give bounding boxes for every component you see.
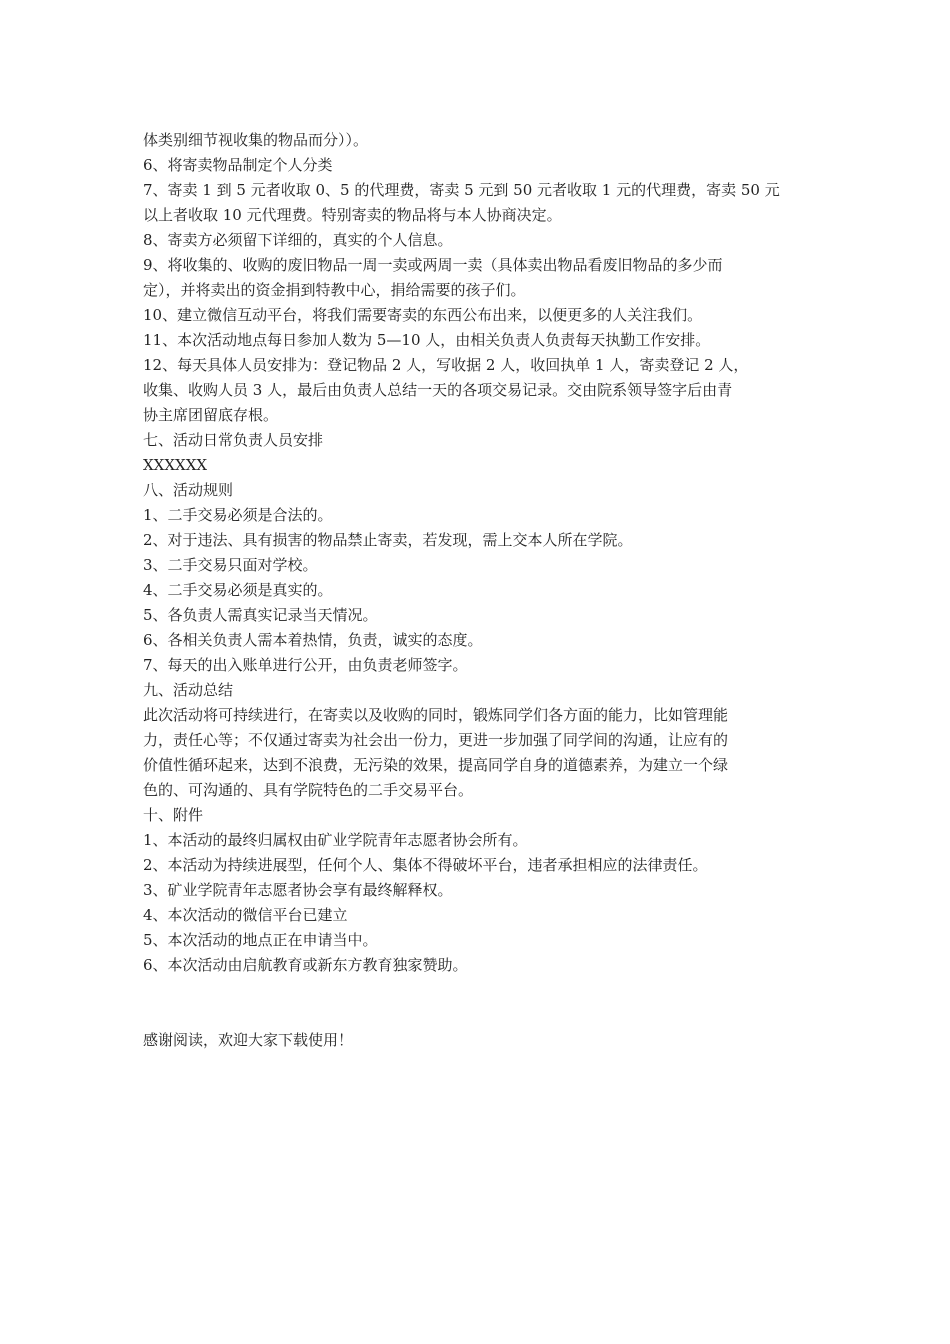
spacer <box>143 978 808 1028</box>
text-line: XXXXXX <box>143 456 208 474</box>
text-line: 3、矿业学院青年志愿者协会享有最终解释权。 <box>143 881 453 899</box>
text-line: 7、每天的出入账单进行公开，由负责老师签字。 <box>143 656 468 674</box>
text-line: 5、各负责人需真实记录当天情况。 <box>143 606 378 624</box>
text-line: 力，责任心等；不仅通过寄卖为社会出一份力，更进一步加强了同学间的沟通，让应有的 <box>143 731 729 749</box>
text-line: 12、每天具体人员安排为：登记物品 2 人，写收据 2 人，收回执单 1 人，寄卖登记 2 人， <box>143 356 749 374</box>
text-line: 1、本活动的最终归属权由矿业学院青年志愿者协会所有。 <box>143 831 528 849</box>
text-line: 4、二手交易必须是真实的。 <box>143 581 333 599</box>
document-lines <box>143 128 808 978</box>
text-line: 7、寄卖 1 到 5 元者收取 0、5 的代理费，寄卖 5 元到 50 元者收取 1 元的代理费，寄卖 50 元 <box>143 181 780 199</box>
text-line: 1、二手交易必须是合法的。 <box>143 506 333 524</box>
text-line: 3、二手交易只面对学校。 <box>143 556 318 574</box>
text-line: 十、附件 <box>143 806 204 824</box>
text-line: 此次活动将可持续进行，在寄卖以及收购的同时，锻炼同学们各方面的能力，比如管理能 <box>143 706 729 724</box>
text-line: 4、本次活动的微信平台已建立 <box>143 906 348 924</box>
text-line: 协主席团留底存根。 <box>143 406 279 424</box>
text-line: 5、本次活动的地点正在申请当中。 <box>143 931 378 949</box>
text-line: 10、建立微信互动平台，将我们需要寄卖的东西公布出来，以便更多的人关注我们。 <box>143 306 703 324</box>
text-line: 6、本次活动由启航教育或新东方教育独家赞助。 <box>143 956 468 974</box>
text-line: 6、各相关负责人需本着热情，负责，诚实的态度。 <box>143 631 483 649</box>
text-line: 色的、可沟通的、具有学院特色的二手交易平台。 <box>143 781 474 799</box>
text-line: 6、将寄卖物品制定个人分类 <box>143 156 333 174</box>
text-line: 八、活动规则 <box>143 481 234 499</box>
text-line: 价值性循环起来，达到不浪费，无污染的效果，提高同学自身的道德素养，为建立一个绿 <box>143 756 729 774</box>
text-line: 2、本活动为持续进展型，任何个人、集体不得破坏平台，违者承担相应的法律责任。 <box>143 856 708 874</box>
text-line: 九、活动总结 <box>143 681 234 699</box>
text-line: 七、活动日常负责人员安排 <box>143 431 324 449</box>
document-body <box>143 128 808 1053</box>
text-line: 定），并将卖出的资金捐到特教中心，捐给需要的孩子们。 <box>143 281 526 299</box>
text-line: 以上者收取 10 元代理费。特别寄卖的物品将与本人协商决定。 <box>143 206 562 224</box>
text-line: 体类别细节视收集的物品而分））。 <box>143 131 369 149</box>
text-line: 11、本次活动地点每日参加人数为 5—10 人，由相关负责人负责每天执勤工作安排。 <box>143 331 711 349</box>
text-line: 收集、收购人员 3 人，最后由负责人总结一天的各项交易记录。交由院系领导签字后由青 <box>143 381 733 399</box>
text-line: 2、对于违法、具有损害的物品禁止寄卖，若发现，需上交本人所在学院。 <box>143 531 633 549</box>
closing-line: 感谢阅读，欢迎大家下载使用！ <box>143 1031 354 1049</box>
text-line: 8、寄卖方必须留下详细的，真实的个人信息。 <box>143 231 453 249</box>
text-line: 9、将收集的、收购的废旧物品一周一卖或两周一卖（具体卖出物品看废旧物品的多少而 <box>143 256 723 274</box>
